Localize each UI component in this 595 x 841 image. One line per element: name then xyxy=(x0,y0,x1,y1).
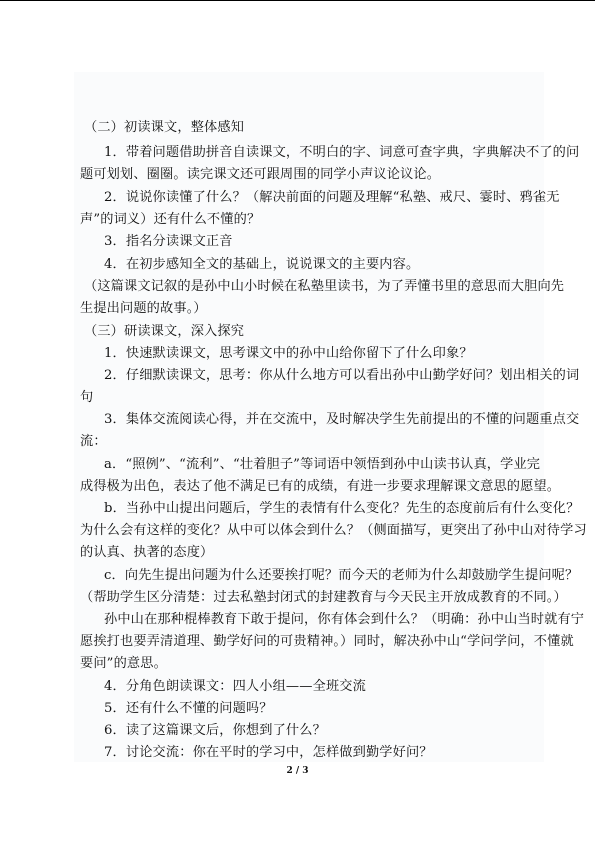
text-line: 4．分角色朗读课文：四人小组——全班交流 xyxy=(104,679,366,694)
text-line: 流： xyxy=(80,434,107,449)
text-line: 句 xyxy=(80,390,94,405)
section-heading: （二）初读课文，整体感知 xyxy=(84,120,245,135)
text-line: 6．读了这篇课文后，你想到了什么？ xyxy=(104,723,326,738)
text-line: 1．快速默读课文，思考课文中的孙中山给你留下了什么印象？ xyxy=(104,346,473,361)
text-line: 声”的词义）还有什么不懂的？ xyxy=(80,212,261,227)
header-rule xyxy=(0,0,595,1)
text-line: 1．带着问题借助拼音自读课文，不明白的字、词意可查字典，字典解决不了的问 xyxy=(104,145,580,160)
text-line: 愿挨打也要弄清道理、勤学好问的可贵精神。）同时，解决孙中山“学问学问，不懂就 xyxy=(80,634,574,649)
section-heading: （三）研读课文，深入探究 xyxy=(84,324,245,339)
text-line: 要问”的意思。 xyxy=(80,656,167,671)
text-line: 成得极为出色，表达了他不满足已有的成绩，有进一步要求理解课文意思的愿望。 xyxy=(80,479,561,494)
text-line: 5．还有什么不懂的问题吗？ xyxy=(104,701,273,716)
text-line: 2．仔细默读课文，思考：你从什么地方可以看出孙中山勤学好问？划出相关的词 xyxy=(104,368,580,383)
text-line: 3．指名分读课文正音 xyxy=(104,234,233,249)
text-line: a．“照例”、“流利”、“壮着胆子”等词语中领悟到孙中山读书认真，学业完 xyxy=(104,457,541,472)
text-line: 3．集体交流阅读心得，并在交流中，及时解决学生先前提出的不懂的问题重点交 xyxy=(104,412,580,427)
text-line: （这篇课文记叙的是孙中山小时候在私塾里读书，为了弄懂书里的意思而大胆向先 xyxy=(84,279,565,294)
text-line: 的认真、执著的态度） xyxy=(80,545,214,560)
text-line: 2．说说你读懂了什么？（解决前面的问题及理解“私塾、戒尺、霎时、鸦雀无 xyxy=(104,190,560,205)
text-line: （帮助学生区分清楚：过去私塾封闭式的封建教育与今天民主开放成教育的不同。） xyxy=(80,590,567,605)
text-line: 7．讨论交流：你在平时的学习中，怎样做到勤学好问？ xyxy=(104,745,433,760)
text-line: 题可划划、圈圈。读完课文还可跟周围的同学小声议论议论。 xyxy=(80,167,441,182)
page-number: 2 / 3 xyxy=(286,766,309,776)
text-line: 4．在初步感知全文的基础上，说说课文的主要内容。 xyxy=(104,257,420,272)
text-line: 生提出问题的故事。） xyxy=(80,301,207,316)
text-line: b．当孙中山提出问题后，学生的表情有什么变化？先生的态度前后有什么变化？ xyxy=(104,501,580,516)
text-line: 为什么会有这样的变化？从中可以体会到什么？（侧面描写，更突出了孙中山对待学习 xyxy=(80,523,587,538)
text-line: c．向先生提出问题为什么还要挨打呢？而今天的老师为什么却鼓励学生提问呢？ xyxy=(104,568,579,583)
text-line: 孙中山在那种棍棒教育下敢于提问，你有体会到什么？（明确：孙中山当时就有宁 xyxy=(104,612,585,627)
